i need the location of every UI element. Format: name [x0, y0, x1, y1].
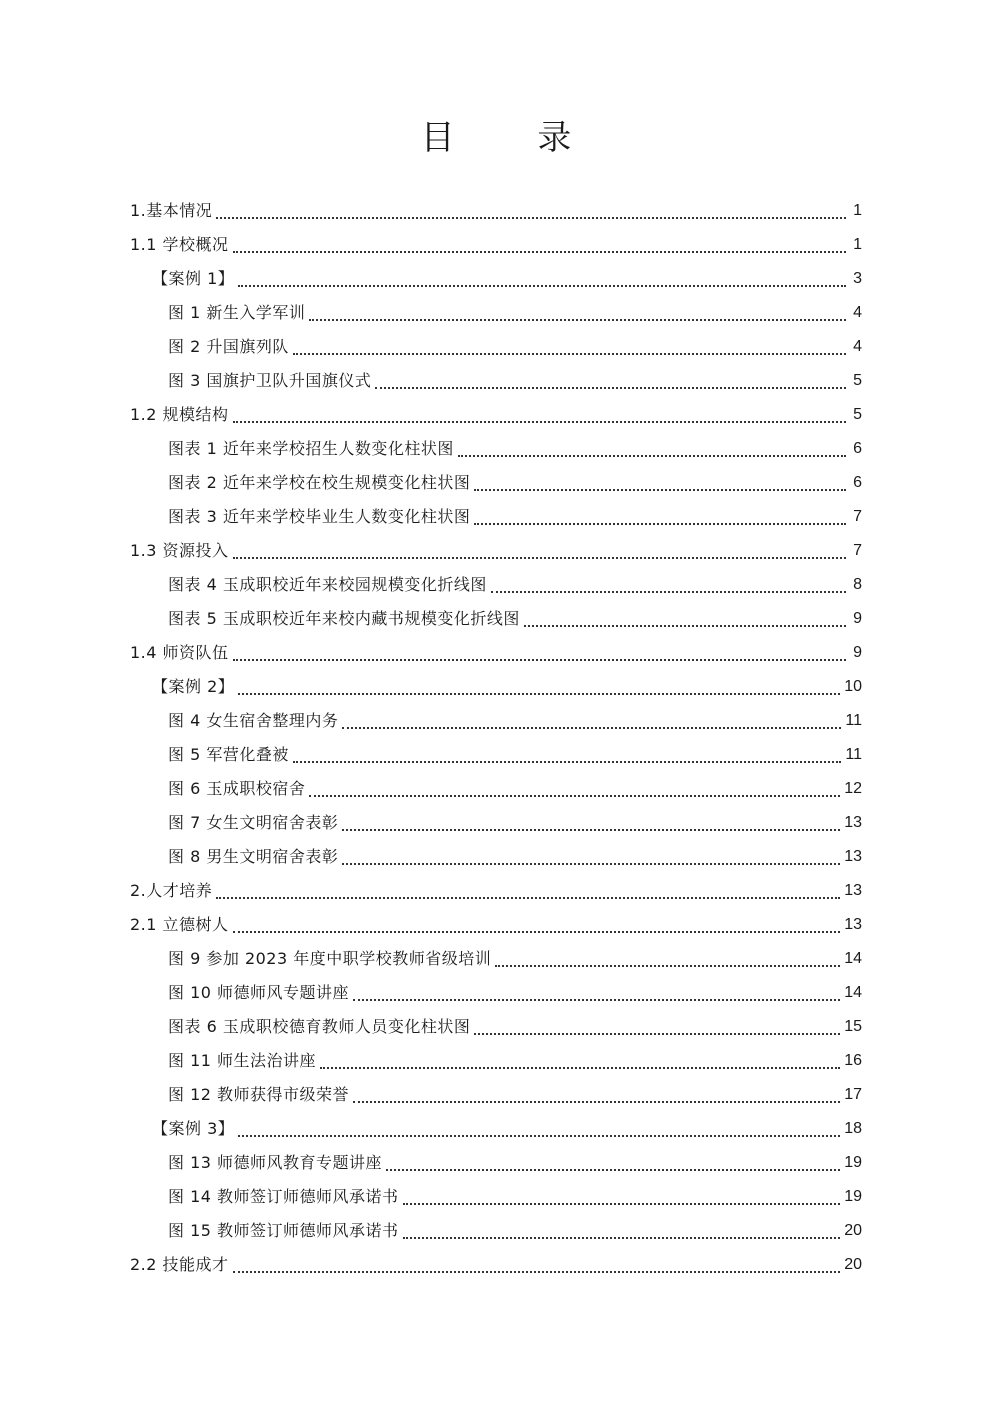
toc-dot-leader — [309, 319, 846, 321]
toc-entry-label: 1.2 规模结构 — [130, 405, 229, 424]
toc-entry[interactable] — [130, 703, 862, 737]
toc-dot-leader — [293, 761, 842, 763]
toc-entry-page-number: 5 — [853, 372, 862, 389]
toc-dot-leader — [495, 965, 840, 967]
toc-entry-label: 【案例 2】 — [152, 677, 235, 696]
toc-entry-label: 图 3 国旗护卫队升国旗仪式 — [168, 371, 372, 390]
toc-dot-leader — [458, 455, 846, 457]
toc-entry[interactable] — [130, 431, 862, 465]
toc-entry-label: 图 14 教师签订师德师风承诺书 — [168, 1187, 399, 1206]
toc-dot-leader — [474, 1033, 840, 1035]
toc-entry[interactable] — [130, 601, 862, 635]
toc-entry-label: 图表 2 近年来学校在校生规模变化柱状图 — [168, 473, 471, 492]
toc-entry[interactable] — [130, 1179, 862, 1213]
toc-entry-page-number: 10 — [844, 678, 862, 695]
toc-entry[interactable] — [130, 1247, 862, 1281]
toc-entry[interactable] — [130, 465, 862, 499]
toc-entry-label: 图 1 新生入学军训 — [168, 303, 306, 322]
toc-entry-label: 1.3 资源投入 — [130, 541, 229, 560]
toc-entry-label: 图 2 升国旗列队 — [168, 337, 289, 356]
toc-entry-page-number: 3 — [853, 270, 862, 287]
toc-entry-label: 图 7 女生文明宿舍表彰 — [168, 813, 339, 832]
toc-entry[interactable] — [130, 499, 862, 533]
toc-entry[interactable] — [130, 805, 862, 839]
toc-dot-leader — [353, 1101, 840, 1103]
toc-entry[interactable] — [130, 975, 862, 1009]
toc-dot-leader — [474, 523, 846, 525]
toc-dot-leader — [216, 897, 840, 899]
toc-entry[interactable] — [130, 669, 862, 703]
toc-dot-leader — [353, 999, 840, 1001]
toc-dot-leader — [403, 1237, 841, 1239]
table-of-contents — [130, 193, 862, 1281]
toc-entry[interactable] — [130, 771, 862, 805]
toc-entry-page-number: 7 — [853, 508, 862, 525]
toc-dot-leader — [233, 421, 846, 423]
toc-dot-leader — [238, 1135, 840, 1137]
toc-entry-label: 图 4 女生宿舍整理内务 — [168, 711, 339, 730]
toc-entry-label: 【案例 1】 — [152, 269, 235, 288]
toc-dot-leader — [238, 693, 840, 695]
toc-entry-label: 图表 6 玉成职校德育教师人员变化柱状图 — [168, 1017, 471, 1036]
toc-entry-page-number: 13 — [844, 848, 862, 865]
toc-entry[interactable] — [130, 533, 862, 567]
toc-entry-page-number: 13 — [844, 882, 862, 899]
toc-dot-leader — [216, 217, 846, 219]
toc-entry-label: 图 13 师德师风教育专题讲座 — [168, 1153, 383, 1172]
toc-dot-leader — [342, 863, 840, 865]
toc-dot-leader — [293, 353, 846, 355]
toc-entry-label: 1.基本情况 — [130, 201, 213, 220]
toc-entry[interactable] — [130, 1111, 862, 1145]
toc-entry[interactable] — [130, 397, 862, 431]
toc-entry-label: 2.人才培养 — [130, 881, 213, 900]
toc-entry-label: 图表 4 玉成职校近年来校园规模变化折线图 — [168, 575, 487, 594]
toc-dot-leader — [375, 387, 846, 389]
toc-entry-page-number: 5 — [853, 406, 862, 423]
toc-entry[interactable] — [130, 1145, 862, 1179]
toc-entry-label: 1.1 学校概况 — [130, 235, 229, 254]
toc-entry-page-number: 17 — [844, 1086, 862, 1103]
toc-entry-label: 图 10 师德师风专题讲座 — [168, 983, 350, 1002]
toc-dot-leader — [524, 625, 846, 627]
toc-entry-page-number: 7 — [853, 542, 862, 559]
toc-entry-page-number: 13 — [844, 916, 862, 933]
toc-entry-page-number: 20 — [844, 1256, 862, 1273]
toc-entry[interactable] — [130, 1043, 862, 1077]
toc-entry-page-number: 9 — [853, 610, 862, 627]
toc-entry-label: 图 8 男生文明宿舍表彰 — [168, 847, 339, 866]
toc-entry[interactable] — [130, 907, 862, 941]
toc-entry-page-number: 19 — [844, 1188, 862, 1205]
toc-entry[interactable] — [130, 737, 862, 771]
toc-entry-label: 1.4 师资队伍 — [130, 643, 229, 662]
toc-dot-leader — [233, 1271, 841, 1273]
toc-dot-leader — [403, 1203, 841, 1205]
toc-dot-leader — [233, 251, 846, 253]
toc-dot-leader — [386, 1169, 840, 1171]
toc-entry-page-number: 15 — [844, 1018, 862, 1035]
toc-dot-leader — [309, 795, 840, 797]
toc-entry-label: 2.2 技能成才 — [130, 1255, 229, 1274]
toc-entry-label: 图 15 教师签订师德师风承诺书 — [168, 1221, 399, 1240]
toc-entry-page-number: 6 — [853, 440, 862, 457]
toc-entry[interactable] — [130, 941, 862, 975]
toc-dot-leader — [238, 285, 846, 287]
toc-entry-label: 图 11 师生法治讲座 — [168, 1051, 317, 1070]
toc-entry-page-number: 14 — [844, 984, 862, 1001]
toc-entry-page-number: 6 — [853, 474, 862, 491]
toc-entry-page-number: 16 — [844, 1052, 862, 1069]
toc-entry-label: 图表 5 玉成职校近年来校内藏书规模变化折线图 — [168, 609, 520, 628]
toc-entry-page-number: 14 — [844, 950, 862, 967]
toc-entry[interactable] — [130, 193, 862, 227]
toc-entry[interactable] — [130, 567, 862, 601]
toc-entry-page-number: 11 — [845, 712, 862, 729]
toc-entry[interactable] — [130, 227, 862, 261]
toc-entry[interactable] — [130, 873, 862, 907]
toc-entry-label: 图 6 玉成职校宿舍 — [168, 779, 306, 798]
toc-dot-leader — [342, 829, 840, 831]
toc-entry-page-number: 1 — [853, 202, 862, 219]
toc-entry-page-number: 9 — [853, 644, 862, 661]
toc-entry[interactable] — [130, 1077, 862, 1111]
toc-entry-label: 图 12 教师获得市级荣誉 — [168, 1085, 350, 1104]
toc-entry[interactable] — [130, 261, 862, 295]
toc-entry-label: 图表 1 近年来学校招生人数变化柱状图 — [168, 439, 454, 458]
toc-entry[interactable] — [130, 839, 862, 873]
toc-entry-label: 图 5 军营化叠被 — [168, 745, 289, 764]
toc-entry[interactable] — [130, 363, 862, 397]
toc-dot-leader — [342, 727, 841, 729]
toc-entry[interactable] — [130, 635, 862, 669]
toc-entry-page-number: 8 — [853, 576, 862, 593]
toc-entry-page-number: 1 — [853, 236, 862, 253]
toc-dot-leader — [233, 659, 846, 661]
toc-dot-leader — [233, 931, 841, 933]
toc-entry-page-number: 18 — [844, 1120, 862, 1137]
toc-entry-page-number: 19 — [844, 1154, 862, 1171]
toc-entry[interactable] — [130, 1009, 862, 1043]
toc-dot-leader — [320, 1067, 840, 1069]
toc-entry-label: 【案例 3】 — [152, 1119, 235, 1138]
toc-entry[interactable] — [130, 295, 862, 329]
page-title: 目 录 — [420, 118, 608, 158]
toc-entry-page-number: 12 — [844, 780, 862, 797]
toc-entry[interactable] — [130, 329, 862, 363]
toc-entry[interactable] — [130, 1213, 862, 1247]
toc-entry-page-number: 11 — [845, 746, 862, 763]
toc-dot-leader — [233, 557, 846, 559]
toc-entry-page-number: 20 — [844, 1222, 862, 1239]
toc-dot-leader — [474, 489, 846, 491]
toc-entry-page-number: 4 — [853, 304, 862, 321]
toc-entry-label: 2.1 立德树人 — [130, 915, 229, 934]
toc-entry-label: 图表 3 近年来学校毕业生人数变化柱状图 — [168, 507, 471, 526]
toc-entry-label: 图 9 参加 2023 年度中职学校教师省级培训 — [168, 949, 492, 968]
toc-entry-page-number: 13 — [844, 814, 862, 831]
toc-dot-leader — [491, 591, 846, 593]
toc-entry-page-number: 4 — [853, 338, 862, 355]
